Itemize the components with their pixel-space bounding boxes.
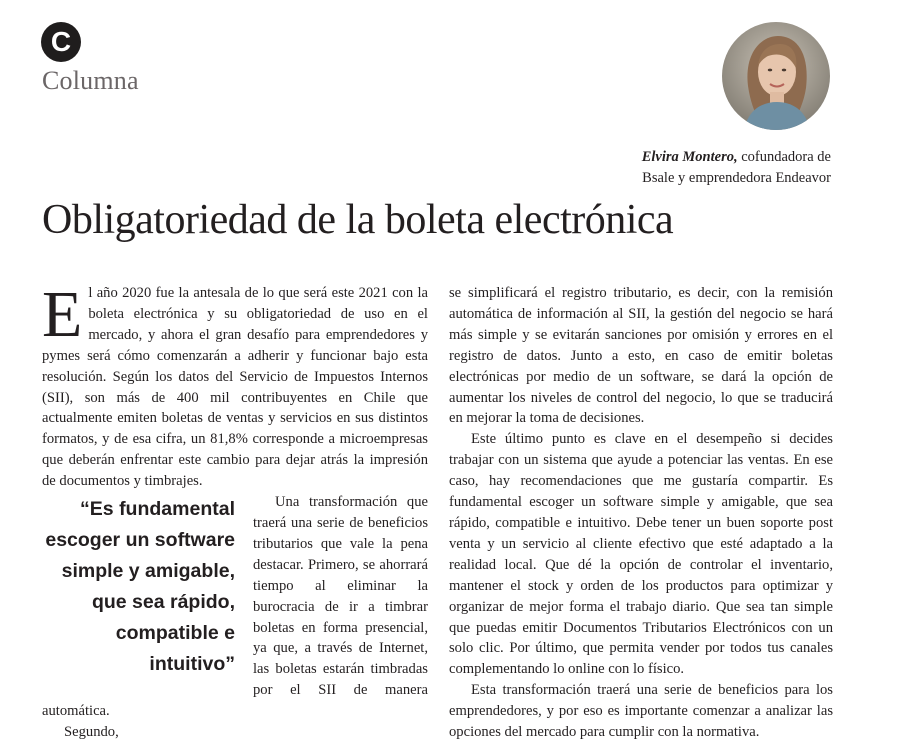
article-paragraph-3: Segundo,	[64, 724, 119, 741]
drop-cap: E	[42, 278, 83, 351]
article-paragraph-3-continued: se simplificará el registro tributario, es decir, con la remisión automática de información al SII, la gestión del negocio se hará más simple y se evitarán sanciones por omisión y errores en el registro de datos. Junto a esto, en caso de emitir boletas electrónicas por medio de un software, se dará la opción de aumentar los niveles de control del negocio, lo que se traducirá en mejorar la toma de decisiones.	[449, 285, 833, 427]
article-paragraph-4: Este último punto es clave en el desempeño si decides trabajar con un sistema que ayude a potenciar las ventas. En ese caso, hay recomendaciones que me gustaría compartir. Es fundamental escoger un software simple y amigable, que sea rápido, compatible e intuitivo. Debe tener un buen soporte post venta y un servicio al cliente efectivo que esté adaptado a la realidad local. Que dé la opción de controlar el inventario, mantener el stock y orden de los productos para optimizar y organizar de mejor forma el trabajo diario. Que sea tan simple que puedas emitir Documentos Tributarios Electrónicos con un solo clic. Por último, que permita vender por todos tus canales complementando lo online con lo físico.	[449, 431, 833, 678]
paragraph-1-lead: l año 2020 fue la antesala de lo que será este 2021 con la boleta electrónica y su obligatoriedad de uso en el mercado, y ahora el gran desafío para emprendedores y pymes será cómo comenzarán a adherir y funcionar bajo esta resolución. Según los datos del Servicio de Impuestos Internos (SII), son más de 400 mil contribuyentes en Chile que actualmente emiten boletas de ventas y servicios en sus distintos formatos, y de esa cifra, un 81,8% corresponde a microempresas que deberán enfrentar este cambio para dejar atrás la impresión de documentos y timbrajes.	[42, 285, 428, 490]
article-headline: Obligatoriedad de la boleta electrónica	[42, 197, 674, 243]
author-photo	[722, 22, 830, 130]
article-column-2	[449, 283, 833, 743]
article-paragraph-2: Una transformación que traerá una serie de beneficios tributarios que vale la pena destacar. Primero, se ahorrará tiempo al eliminar la burocracia de ir a timbrar boletas en forma presencial, ya que, a través de Internet, las boletas estarán timbradas por el SII de manera automática.	[42, 494, 428, 720]
author-role-line1: cofundadora de	[737, 149, 831, 165]
section-label: Columna	[42, 66, 139, 95]
article-column-1	[42, 278, 428, 743]
section-badge: C	[41, 22, 81, 62]
author-byline	[642, 147, 831, 189]
pull-quote: “Es fundamental escoger un software simple y amigable, que sea rápido, compatible e intuitivo”	[45, 498, 235, 676]
article-paragraph-1	[42, 278, 428, 492]
article-paragraph-5: Esta transformación traerá una serie de beneficios para los emprendedores, y por eso es importante comenzar a analizar las opciones del mercado para cumplir con la normativa.	[449, 682, 833, 741]
author-name: Elvira Montero,	[641, 149, 738, 165]
author-role-line2: Bsale y emprendedora Endeavor	[642, 170, 831, 186]
